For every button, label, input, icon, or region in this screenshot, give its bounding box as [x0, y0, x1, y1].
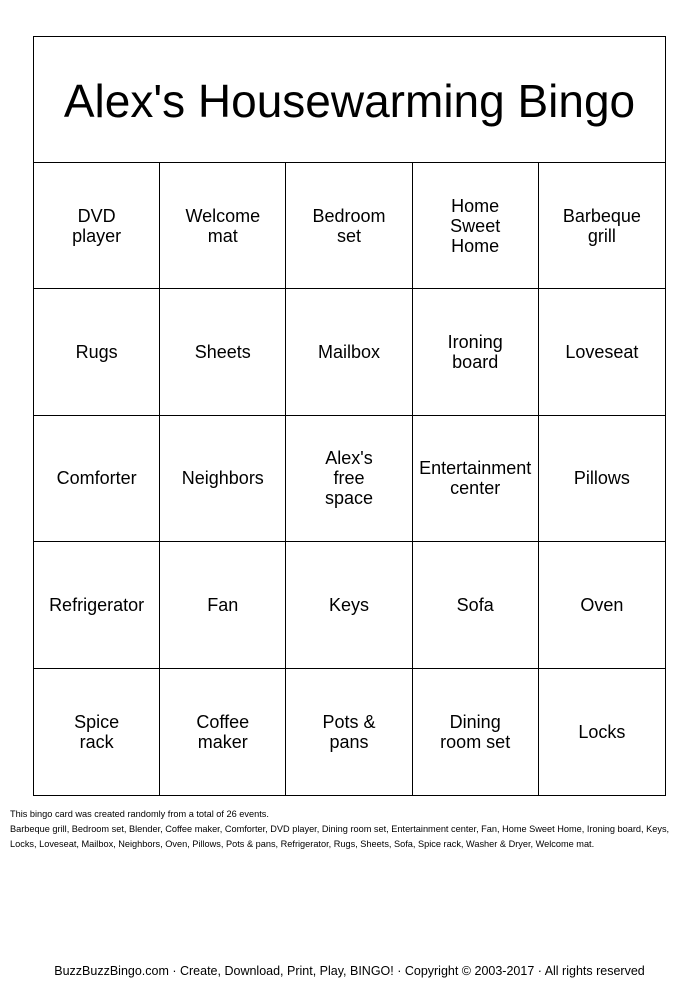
- bingo-cell: Coffee maker: [160, 669, 286, 795]
- footer-copyright: BuzzBuzzBingo.com · Create, Download, Print, Play, BINGO! · Copyright © 2003-2017 · All rights reserved: [54, 964, 645, 978]
- bingo-cell: Welcome mat: [160, 163, 286, 289]
- bingo-cell: Spice rack: [34, 669, 160, 795]
- note-event-list: Barbeque grill, Bedroom set, Blender, Coffee maker, Comforter, DVD player, Dining room set, Entertainment center, Fan, Home Sweet Home, Ironing board, Keys, Locks, Loveseat, Mailbox, Neighbors, Oven, Pillows, Pots & pans, Refrigerator, Rugs, Sheets, Sofa, Spice rack, Washer & Dryer, Welcome mat.: [10, 824, 670, 849]
- bingo-cell: Refrigerator: [34, 542, 160, 668]
- bingo-cell: Loveseat: [539, 289, 665, 415]
- bingo-cell: Neighbors: [160, 416, 286, 542]
- bingo-cell: Barbeque grill: [539, 163, 665, 289]
- bingo-grid: [34, 163, 665, 795]
- bingo-cell: Sofa: [413, 542, 539, 668]
- bingo-cell: Mailbox: [286, 289, 412, 415]
- bingo-cell: Alex's free space: [286, 416, 412, 542]
- bingo-cell: Keys: [286, 542, 412, 668]
- bingo-cell: Pots & pans: [286, 669, 412, 795]
- bingo-cell: Entertainment center: [413, 416, 539, 542]
- card-title: Alex's Housewarming Bingo: [34, 37, 665, 163]
- bingo-cell: Ironing board: [413, 289, 539, 415]
- bingo-cell: Home Sweet Home: [413, 163, 539, 289]
- bingo-cell: Locks: [578, 721, 626, 742]
- bingo-cell: Comforter: [34, 416, 160, 542]
- bingo-cell: Pillows: [539, 416, 665, 542]
- event-note: [10, 807, 690, 852]
- bingo-cell: Bedroom set: [286, 163, 412, 289]
- note-summary: This bingo card was created randomly from a total of 26 events.: [10, 809, 269, 819]
- bingo-cell: Fan: [160, 542, 286, 668]
- bingo-cell: Sheets: [160, 289, 286, 415]
- bingo-cell: Rugs: [34, 289, 160, 415]
- bingo-card: [33, 36, 666, 796]
- bingo-cell: DVD player: [34, 163, 160, 289]
- bingo-cell: Dining room set: [413, 669, 539, 795]
- bingo-cell: Oven: [539, 542, 665, 668]
